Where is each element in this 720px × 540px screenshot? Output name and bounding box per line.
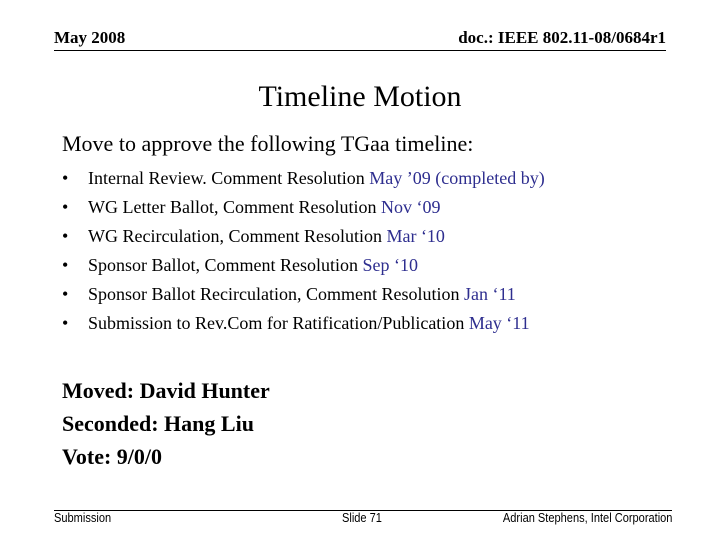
timeline-item-text: Internal Review. Comment Resolution	[88, 168, 370, 188]
motion-result	[62, 374, 270, 473]
timeline-item-text: Submission to Rev.Com for Ratification/Publication	[88, 313, 469, 333]
footer-slide-number: Slide 71	[342, 510, 382, 525]
motion-lead-text: Move to approve the following TGaa timeline:	[62, 131, 474, 156]
timeline-item-date: May ‘11	[468, 313, 530, 333]
timeline-item-date: Mar ‘10	[386, 226, 445, 246]
timeline-item	[62, 164, 545, 193]
footer-submission: Submission	[54, 510, 112, 525]
bullet-icon: •	[62, 197, 69, 217]
header-date: May 2008	[54, 28, 126, 47]
seconded-by: Seconded: Hang Liu	[62, 411, 254, 436]
slide-title: Timeline Motion	[258, 80, 462, 113]
vote-result: Vote: 9/0/0	[62, 444, 163, 469]
timeline-item	[62, 193, 545, 222]
timeline-item-text: Sponsor Ballot Recirculation, Comment Resolution	[88, 284, 464, 304]
timeline-item	[62, 280, 545, 309]
moved-by: Moved: David Hunter	[62, 378, 270, 403]
bullet-icon: •	[62, 226, 69, 246]
bullet-icon: •	[62, 313, 69, 333]
timeline-item-date: Nov ‘09	[380, 197, 441, 217]
timeline-item	[62, 251, 545, 280]
timeline-item-date: Sep ‘10	[362, 255, 419, 275]
timeline-item-text: WG Recirculation, Comment Resolution	[88, 226, 387, 246]
header-divider	[54, 50, 666, 51]
timeline-item-text: WG Letter Ballot, Comment Resolution	[88, 197, 381, 217]
timeline-bullet-list	[62, 164, 545, 338]
header-doc-id: doc.: IEEE 802.11-08/0684r1	[458, 28, 666, 47]
bullet-icon: •	[62, 255, 69, 275]
footer-author: Adrian Stephens, Intel Corporation	[502, 510, 672, 525]
bullet-icon: •	[62, 168, 69, 188]
timeline-item	[62, 222, 545, 251]
timeline-item	[62, 309, 545, 338]
timeline-item-date: May ’09 (completed by)	[369, 168, 545, 188]
bullet-icon: •	[62, 284, 69, 304]
timeline-item-date: Jan ‘11	[463, 284, 516, 304]
timeline-item-text: Sponsor Ballot, Comment Resolution	[88, 255, 363, 275]
